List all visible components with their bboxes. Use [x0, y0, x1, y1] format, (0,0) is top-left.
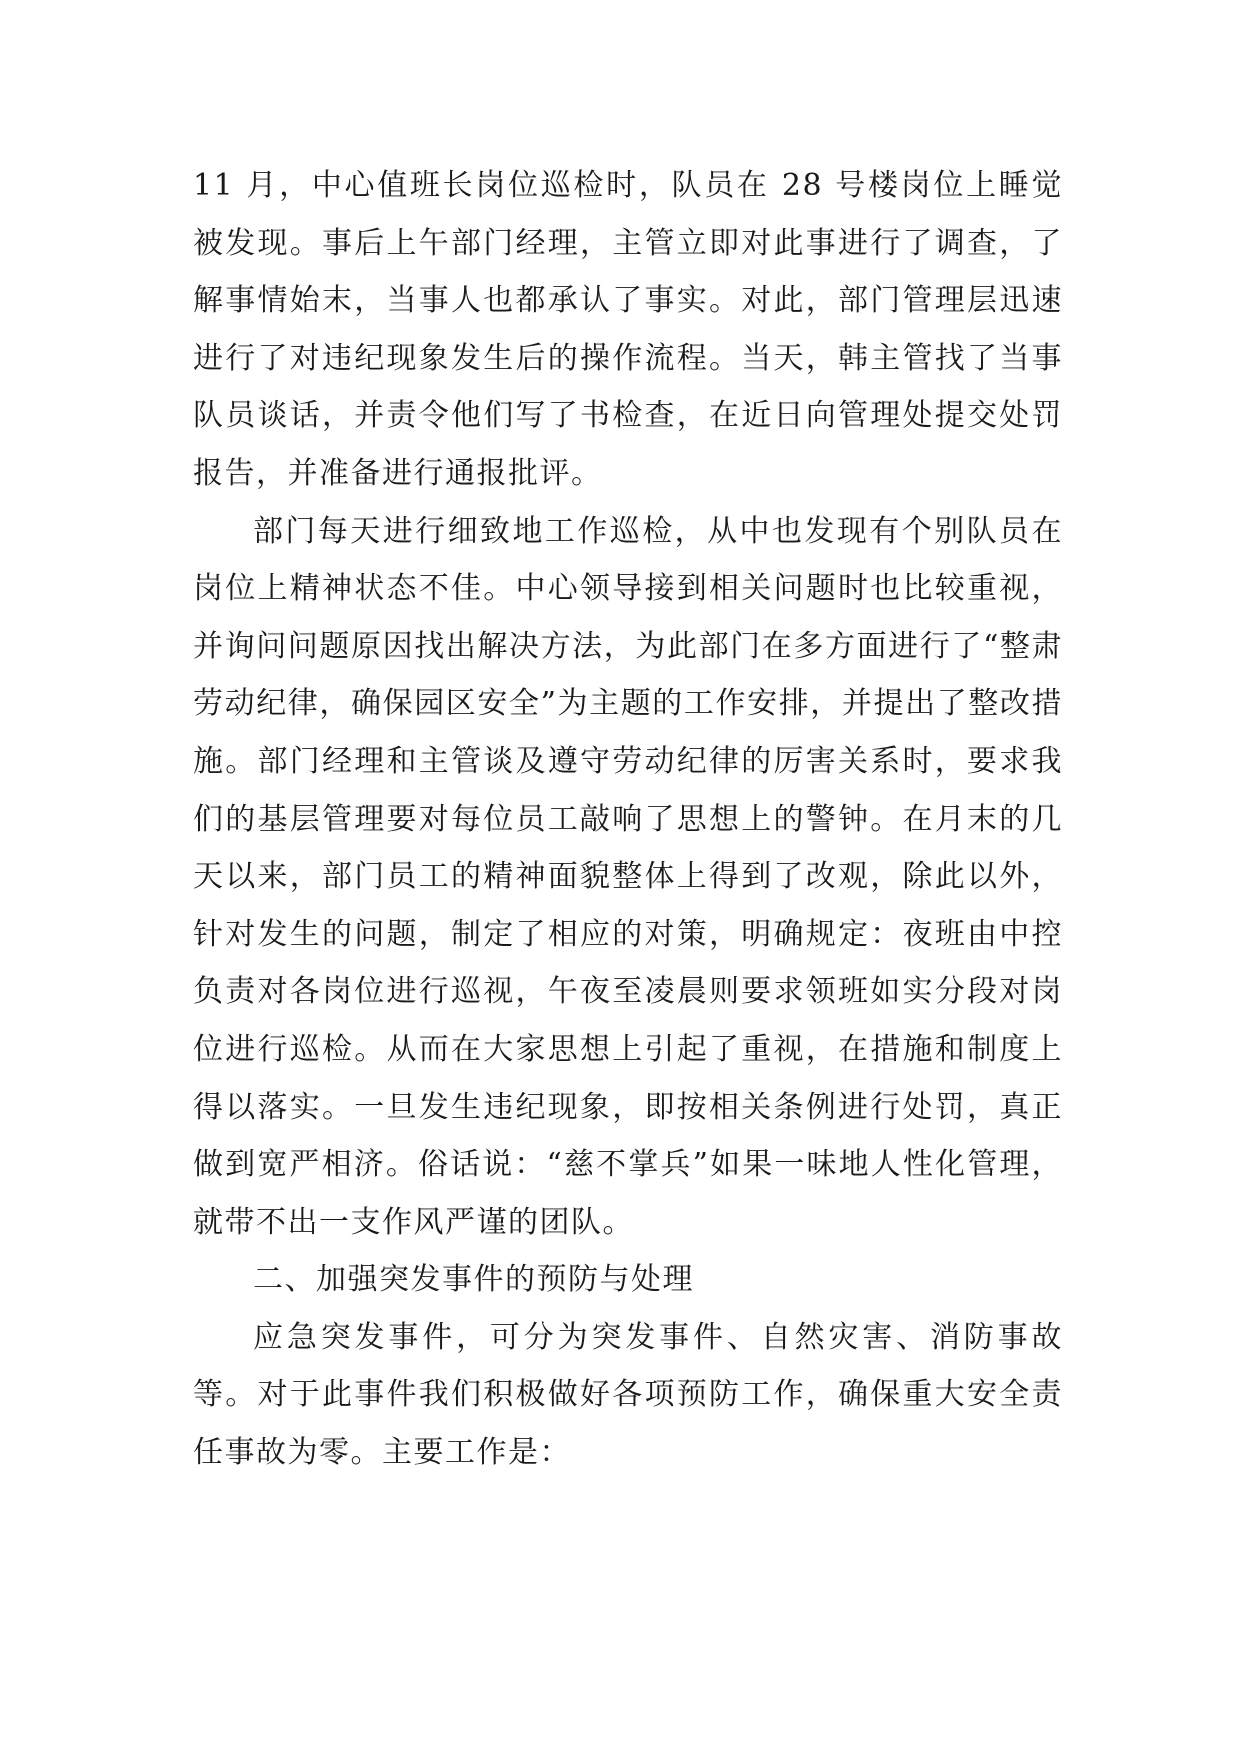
paragraph-emergency-prevention: 应急突发事件，可分为突发事件、自然灾害、消防事故等。对于此事件我们积极做好各项预防工作，确保重大安全责任事故为零。主要工作是： — [193, 1319, 1063, 1471]
paragraph-incident-report: 11 月，中心值班长岗位巡检时，队员在 28 号楼岗位上睡觉被发现。事后上午部门经理，主管立即对此事进行了调查，了解事情始末，当事人也都承认了事实。对此，部门管理层迅速进行了对违纪现象发生后的操作流程。当天，韩主管找了当事队员谈话，并责令他们写了书检查，在近日向管理处提交处罚报告，并准备进行通报批评。 — [193, 168, 1063, 491]
paragraph-discipline-inspection: 部门每天进行细致地工作巡检，从中也发现有个别队员在岗位上精神状态不佳。中心领导接到相关问题时也比较重视，并询问问题原因找出解决方法，为此部门在多方面进行了“整肃劳动纪律，确保园区安全”为主题的工作安排，并提出了整改措施。部门经理和主管谈及遵守劳动纪律的厉害关系时，要求我们的基层管理要对每位员工敲响了思想上的警钟。在月末的几天以来，部门员工的精神面貌整体上得到了改观，除此以外，针对发生的问题，制定了相应的对策，明确规定：夜班由中控负责对各岗位进行巡视，午夜至凌晨则要求领班如实分段对岗位进行巡检。从而在大家思想上引起了重视，在措施和制度上得以落实。一旦发生违纪现象，即按相关条例进行处罚，真正做到宽严相济。俗话说：“慈不掌兵”如果一味地人性化管理，就带不出一支作风严谨的团队。 — [193, 513, 1063, 1240]
document-body — [193, 157, 1063, 1482]
section-heading-emergency: 二、加强突发事件的预防与处理 — [253, 1262, 694, 1298]
